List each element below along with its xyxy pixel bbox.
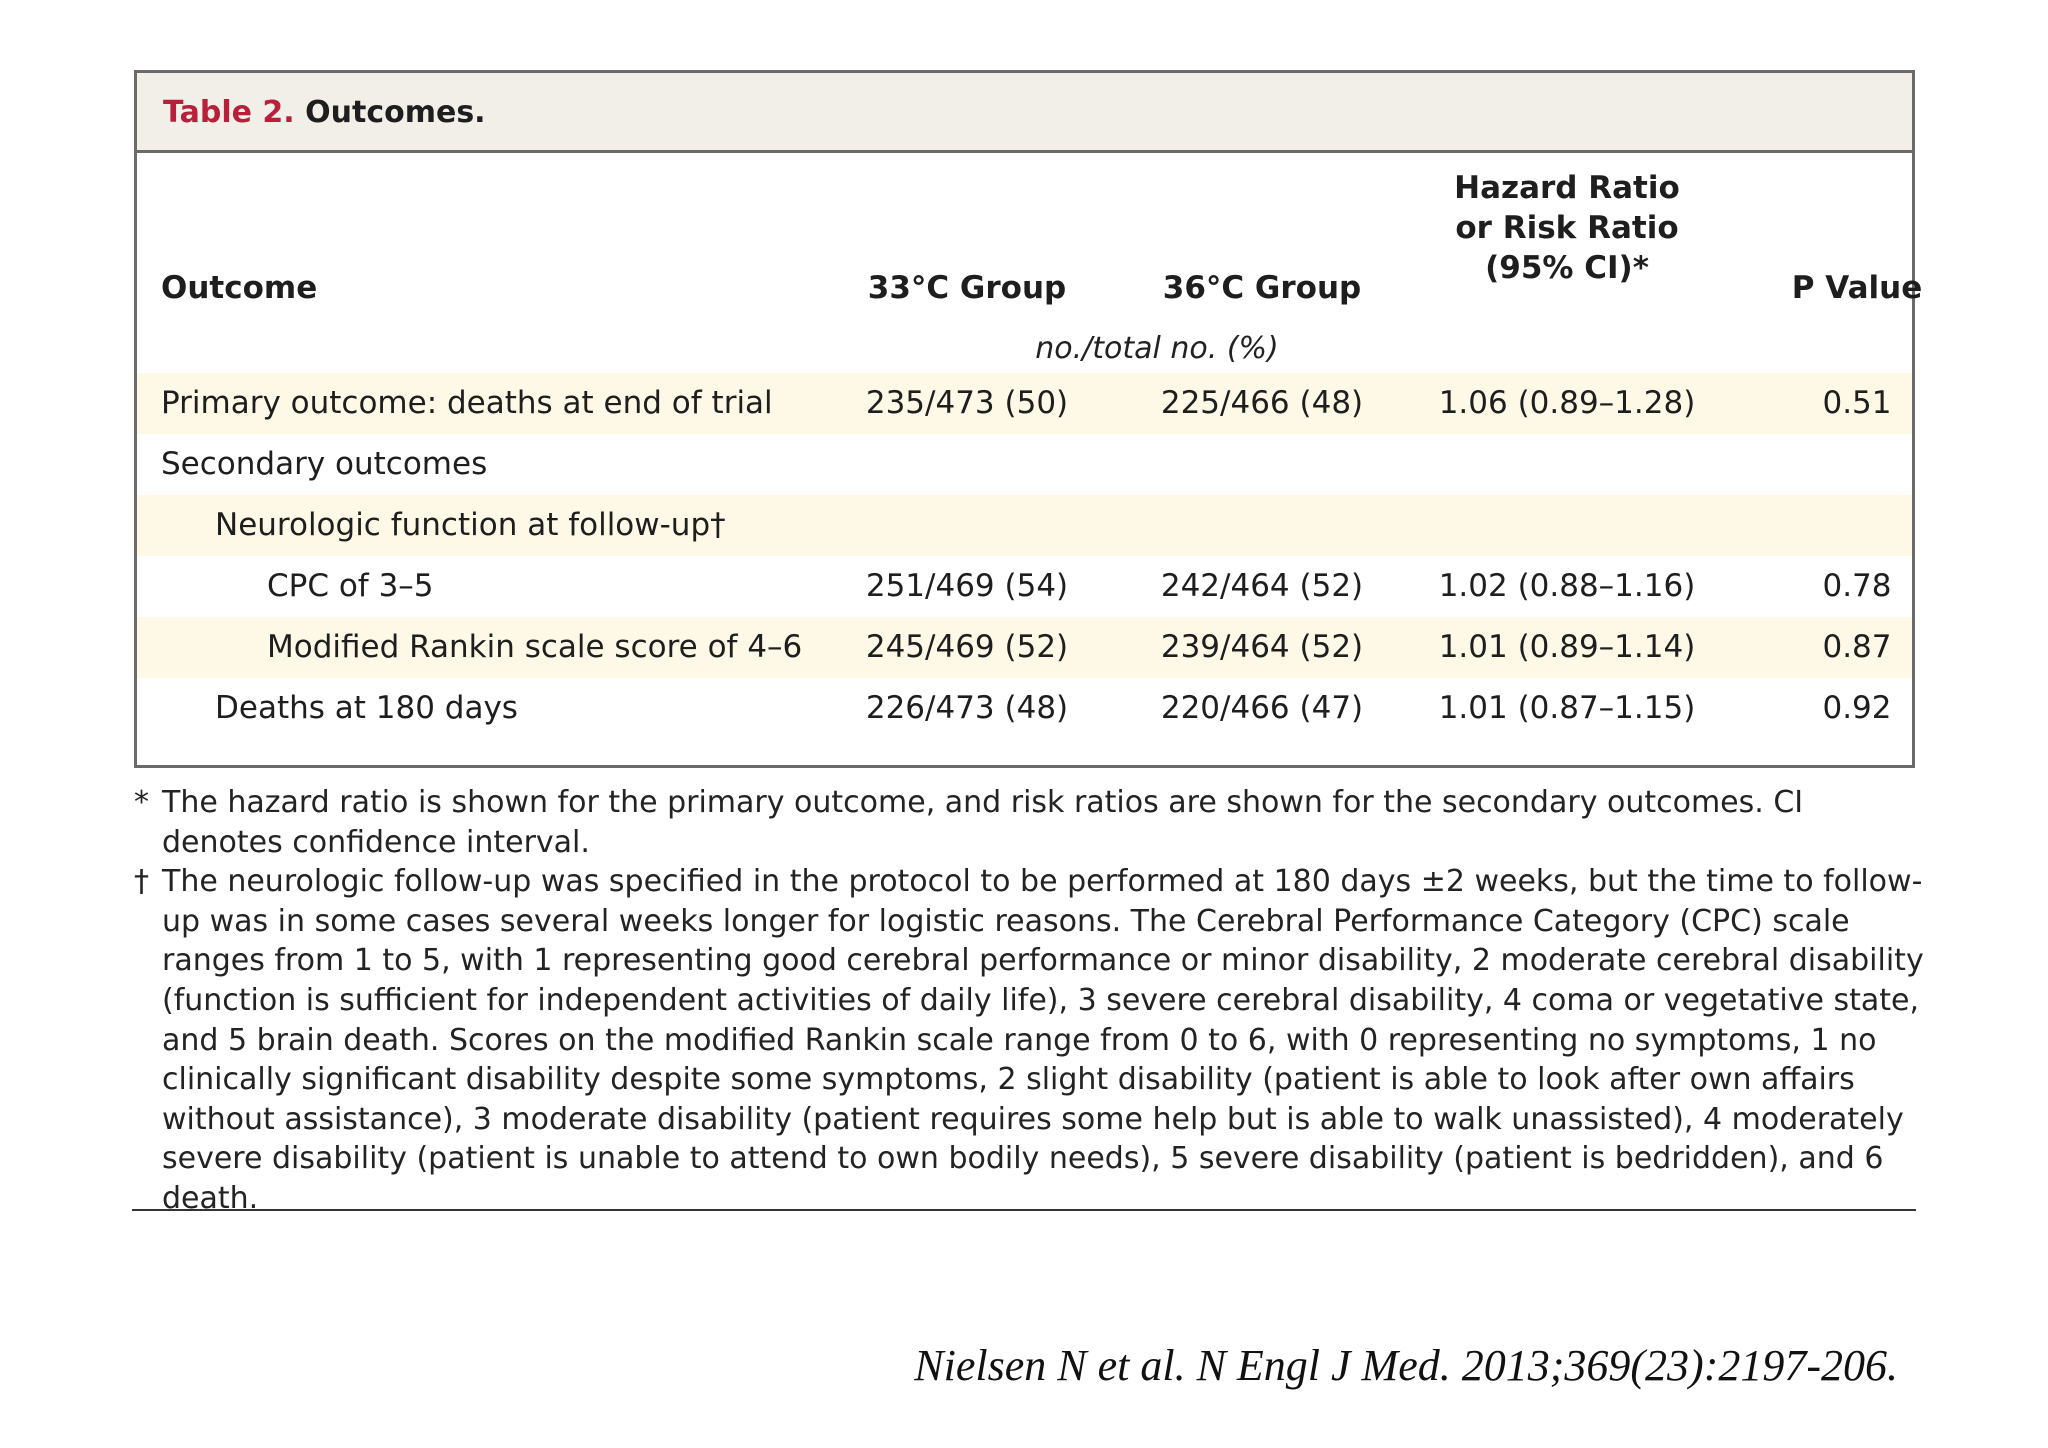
cell-ratio: 1.02 (0.88–1.16) <box>1438 568 1696 604</box>
units-label: no./total no. (%) <box>1035 331 1279 366</box>
footnote-mark: † <box>134 864 149 900</box>
cell-33c: 235/473 (50) <box>865 385 1069 421</box>
row-label: Deaths at 180 days <box>215 690 518 726</box>
outcomes-table <box>134 70 1923 768</box>
cell-p-value: 0.51 <box>1822 385 1892 421</box>
cell-36c: 225/466 (48) <box>1160 385 1364 421</box>
row-label: CPC of 3–5 <box>267 568 434 604</box>
cell-ratio: 1.01 (0.89–1.14) <box>1438 629 1696 665</box>
table-row <box>137 617 1912 678</box>
table-row <box>137 373 1912 434</box>
cell-p-value: 0.87 <box>1822 629 1892 665</box>
header-ratio <box>1407 168 1727 288</box>
cell-33c: 251/469 (54) <box>865 568 1069 604</box>
table-header-row <box>137 153 1923 373</box>
cell-33c: 245/469 (52) <box>865 629 1069 665</box>
cell-36c: 239/464 (52) <box>1160 629 1364 665</box>
cell-33c: 226/473 (48) <box>865 690 1069 726</box>
table-row <box>137 495 1912 556</box>
cell-36c: 220/466 (47) <box>1160 690 1364 726</box>
header-outcome: Outcome <box>161 270 318 306</box>
footnote-asterisk <box>134 783 1924 862</box>
cell-36c: 242/464 (52) <box>1160 568 1364 604</box>
header-ratio-line1: Hazard Ratio <box>1454 170 1680 206</box>
divider-rule <box>132 1209 1916 1211</box>
table-row <box>137 434 1912 495</box>
row-label: Modified Rankin scale score of 4–6 <box>267 629 803 665</box>
footnote-dagger <box>134 862 1924 1218</box>
table-number: Table 2. <box>163 95 295 130</box>
table-title <box>137 73 1912 153</box>
header-ratio-line3: (95% CI)* <box>1485 250 1649 286</box>
table-footnotes <box>134 783 1924 1219</box>
footnote-text: The neurologic follow-up was specified in the protocol to be performed at 180 days ±2 weeks, but the time to follow-up was in some cases several weeks longer for logistic reasons. The Cerebral Performance Category (CPC) scale ranges from 1 to 5, with 1 representing good cerebral performance or minor disability, 2 moderate cerebral disability (function is sufficient for independent activities of daily life), 3 severe cerebral disability, 4 coma or vegetative state, and 5 brain death. Scores on the modified Rankin scale range from 0 to 6, with 0 representing no symptoms, 1 no clinically significant disability despite some symptoms, 2 slight disability (patient is able to look after own affairs without assistance), 3 moderate disability (patient requires some help but is able to walk unassisted), 4 moderately severe disability (patient is unable to attend to own bodily needs), 5 severe disability (patient is bedridden), and 6 death. <box>162 864 1924 1216</box>
footnote-mark: * <box>134 785 149 820</box>
row-label: Primary outcome: deaths at end of trial <box>161 385 773 421</box>
header-p-value: P Value <box>1791 270 1923 306</box>
table-caption: Outcomes. <box>305 95 486 130</box>
header-33c-group: 33°C Group <box>867 270 1067 306</box>
cell-ratio: 1.06 (0.89–1.28) <box>1438 385 1696 421</box>
cell-p-value: 0.78 <box>1822 568 1892 604</box>
citation: Nielsen N et al. N Engl J Med. 2013;369(23):2197-206. <box>914 1341 1898 1390</box>
header-36c-group: 36°C Group <box>1162 270 1362 306</box>
table-row <box>137 678 1912 739</box>
row-label: Neurologic function at follow-up† <box>215 507 726 543</box>
cell-ratio: 1.01 (0.87–1.15) <box>1438 690 1696 726</box>
footnote-text: The hazard ratio is shown for the primary outcome, and risk ratios are shown for the secondary outcomes. CI denotes confidence interval. <box>162 785 1804 860</box>
header-ratio-line2: or Risk Ratio <box>1455 210 1679 246</box>
table-row <box>137 556 1912 617</box>
cell-p-value: 0.92 <box>1822 690 1892 726</box>
row-label: Secondary outcomes <box>161 446 488 482</box>
